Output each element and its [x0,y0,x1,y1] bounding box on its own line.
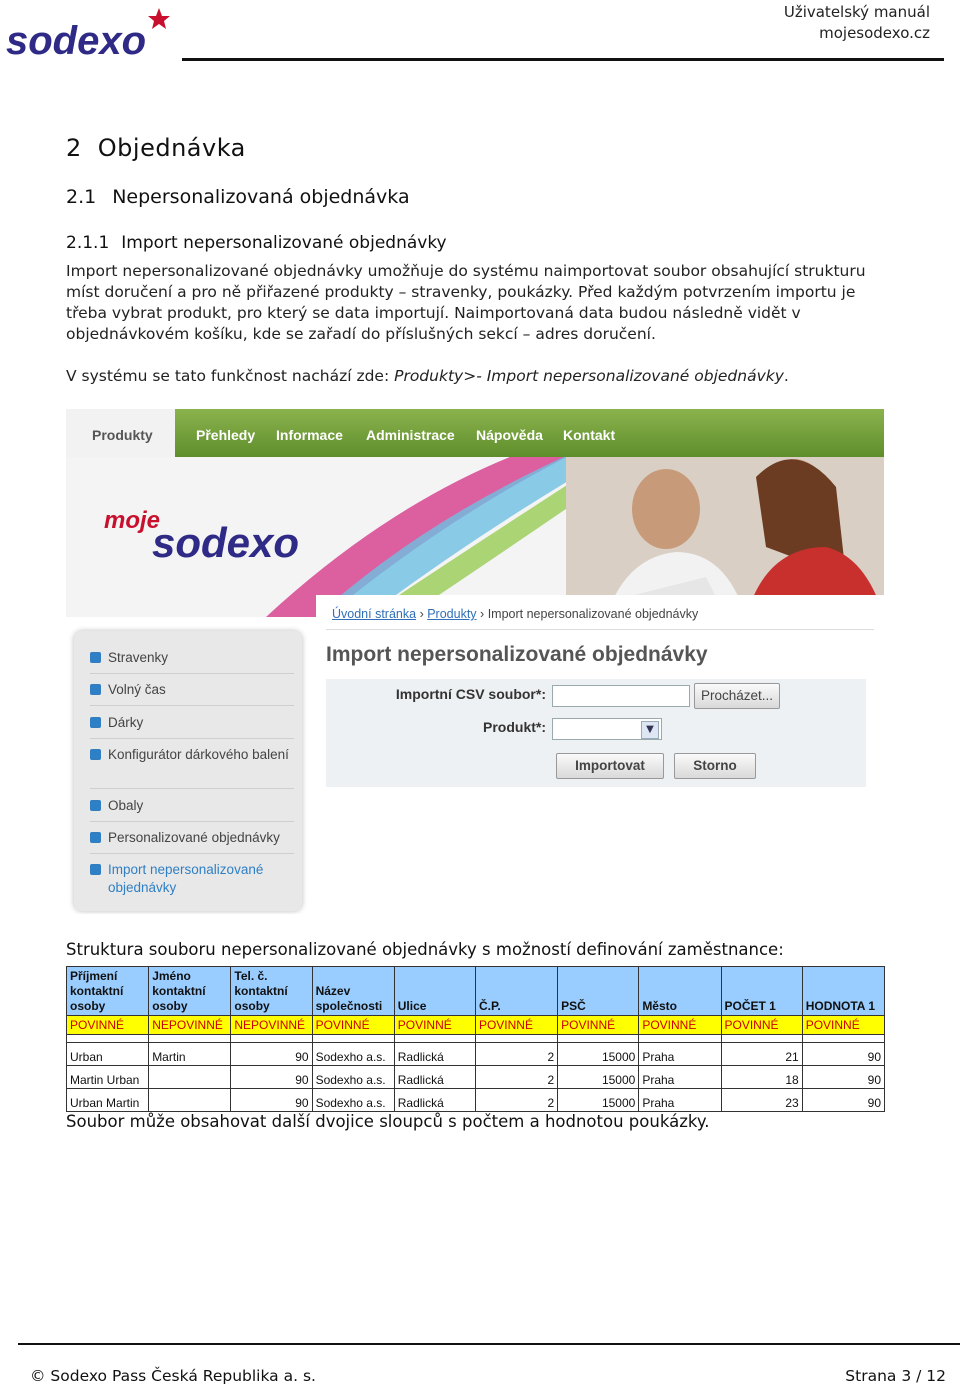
sidebar-divider [90,788,294,789]
header-info [784,2,930,44]
top-navigation [66,409,884,457]
subsubsection-number: 2.1.1 [66,233,110,253]
table-cell: Radlická [394,1043,475,1066]
brand-logo: sodexo [152,519,300,566]
nav-tab-produkty[interactable]: Produkty [66,409,175,457]
table-cell: 2 [475,1089,557,1112]
required-cell: POVINNÉ [394,1016,475,1035]
section-number: 2 [66,134,82,162]
file-structure-table [66,966,885,1112]
header-cell: PSČ [558,967,639,1016]
breadcrumb-separator: › [480,607,485,621]
table-cell: 90 [802,1089,884,1112]
footer-rule [18,1343,960,1345]
csv-file-input[interactable] [552,685,690,707]
sidebar-divider [90,821,294,822]
header-cell: Jméno kontaktní osoby [149,967,231,1016]
header-cell: Ulice [394,967,475,1016]
bullet-icon [90,652,101,663]
required-row [67,1016,885,1035]
table-cell: Praha [639,1066,721,1089]
brand-small: moje [104,507,161,534]
header-cell: POČET 1 [721,967,802,1016]
table-cell: Urban [67,1043,149,1066]
table-cell: Radlická [394,1089,475,1112]
table-cell: 90 [231,1066,312,1089]
table-cell: Sodexho a.s. [312,1066,394,1089]
header-rule [182,58,944,61]
required-cell: POVINNÉ [639,1016,721,1035]
required-cell: POVINNÉ [67,1016,149,1035]
table-cell: Martin [149,1043,231,1066]
table-cell: Radlická [394,1066,475,1089]
header-cell: HODNOTA 1 [802,967,884,1016]
sidebar-item-label: Konfigurátor dárkového balení [108,747,289,762]
subsection-title: Nepersonalizovaná objednávka [112,186,410,208]
sidebar [74,631,302,911]
sidebar-divider [90,673,294,674]
required-cell: POVINNÉ [558,1016,639,1035]
sidebar-item-label: Import nepersonalizované objednávky [108,862,264,895]
required-cell: POVINNÉ [721,1016,802,1035]
sidebar-item-label: Obaly [108,798,144,813]
product-label: Produkt*: [483,719,546,735]
table-cell: 90 [231,1043,312,1066]
chevron-down-icon[interactable]: ▼ [641,721,659,739]
required-cell: POVINNÉ [475,1016,557,1035]
after-table-note: Soubor může obsahovat další dvojice sloupců s počtem a hodnotou poukázky. [66,1112,710,1131]
manual-title: Uživatelský manuál [783,3,930,21]
table-cell: 18 [721,1066,802,1089]
table-row [67,1089,885,1112]
bullet-icon [90,684,101,695]
nav-tab-napoveda[interactable]: Nápověda [476,427,543,443]
header-cell: Název společnosti [312,967,394,1016]
sidebar-item-label: Personalizované objednávky [108,830,280,845]
required-cell: NEPOVINNÉ [149,1016,231,1035]
table-caption: Struktura souboru nepersonalizované objednávky s možností definování zaměstnance: [66,940,784,959]
location-prefix: V systému se tato funkčnost nachází zde: [66,367,395,385]
sidebar-divider [90,853,294,854]
sidebar-item-darky[interactable] [90,714,290,732]
table-cell: Praha [639,1089,721,1112]
required-cell: NEPOVINNÉ [231,1016,312,1035]
required-cell: POVINNÉ [802,1016,884,1035]
breadcrumb [332,607,698,621]
table-cell [149,1066,231,1089]
footer-copyright: © Sodexo Pass Česká Republika a. s. [30,1367,316,1385]
sidebar-item-label: Volný čas [108,682,166,697]
import-form [326,679,866,787]
subsection-heading [66,186,410,208]
hero-banner [66,457,884,617]
table-cell: 90 [802,1043,884,1066]
table-row [67,1066,885,1089]
section-heading [66,134,246,162]
cancel-button[interactable]: Storno [674,753,756,779]
breadcrumb-home[interactable]: Úvodní stránka [332,607,417,621]
sidebar-item-personalizovane[interactable] [90,829,290,847]
table-cell: Sodexho a.s. [312,1089,394,1112]
app-screenshot [66,409,884,914]
table-cell: Praha [639,1043,721,1066]
table-cell: 2 [475,1043,557,1066]
bullet-icon [90,864,101,875]
breadcrumb-produkty[interactable]: Produkty [427,607,477,621]
csv-label: Importní CSV soubor*: [395,686,546,702]
table-cell [149,1089,231,1112]
sidebar-divider [90,705,294,706]
table-header-row [67,967,885,1016]
breadcrumb-current: Import nepersonalizované objednávky [487,607,699,621]
table-cell: 23 [721,1089,802,1112]
table-cell: Urban Martin [67,1089,149,1112]
sodexo-logo [6,4,181,62]
nav-tab-prehledy[interactable]: Přehledy [196,427,256,443]
section-title: Objednávka [97,134,246,162]
sidebar-item-label: Stravenky [108,650,169,665]
sidebar-item-konfigurator[interactable] [90,746,290,764]
header-cell: Č.P. [475,967,557,1016]
bullet-icon [90,717,101,728]
page-title: Import nepersonalizované objednávky [326,643,708,666]
spacer-row [67,1035,885,1043]
nav-tab-informace[interactable]: Informace [276,427,343,443]
bullet-icon [90,832,101,843]
table-cell: 90 [802,1066,884,1089]
nav-tab-kontakt[interactable]: Kontakt [563,427,616,443]
table-cell: 15000 [558,1066,639,1089]
subsubsection-heading [66,233,447,253]
breadcrumb-separator: › [419,607,424,621]
import-button[interactable]: Importovat [556,753,664,779]
breadcrumb-rule [326,629,874,630]
sidebar-item-volny-cas[interactable] [90,681,290,699]
product-select[interactable] [552,718,662,740]
location-path: Produkty>- Import nepersonalizované objednávky [394,367,784,385]
table-cell: 21 [721,1043,802,1066]
location-paragraph [66,366,896,387]
table-cell: Sodexho a.s. [312,1043,394,1066]
table-row [67,1043,885,1066]
table-cell: 90 [231,1089,312,1112]
table-cell: 15000 [558,1043,639,1066]
subsection-number: 2.1 [66,186,97,208]
sidebar-item-import[interactable] [90,861,290,897]
table-cell: Martin Urban [67,1066,149,1089]
sidebar-item-stravenky[interactable] [90,649,290,667]
table-cell: 2 [475,1066,557,1089]
sidebar-item-label: Dárky [108,715,144,730]
svg-text:sodexo: sodexo [6,19,147,62]
location-suffix: . [783,367,789,385]
page-number: Strana 3 / 12 [845,1367,946,1385]
sidebar-item-obaly[interactable] [90,797,290,815]
sidebar-divider [90,738,294,739]
browse-button[interactable]: Procházet... [694,683,780,709]
header-cell: Město [639,967,721,1016]
table-cell: 15000 [558,1089,639,1112]
main-content [316,595,884,914]
required-cell: POVINNÉ [312,1016,394,1035]
bullet-icon [90,749,101,760]
nav-tab-administrace[interactable]: Administrace [366,427,455,443]
header-cell: Příjmení kontaktní osoby [67,967,149,1016]
header-cell: Tel. č. kontaktní osoby [231,967,312,1016]
subsubsection-title: Import nepersonalizované objednávky [121,233,447,253]
site-name: mojesodexo.cz [819,24,930,42]
intro-paragraph: Import nepersonalizované objednávky umožňuje do systému naimportovat soubor obsahující strukturu míst doručení a pro ně přiřazené produkty – stravenky, poukázky. Před každým potvrzením importu je třeba vybrat produkt, pro který se data importují. Naimportovaná data budou následně vidět v objednávkovém košíku, kde se zařadí do příslušných sekcí – adres doručení. [66,262,866,343]
bullet-icon [90,800,101,811]
